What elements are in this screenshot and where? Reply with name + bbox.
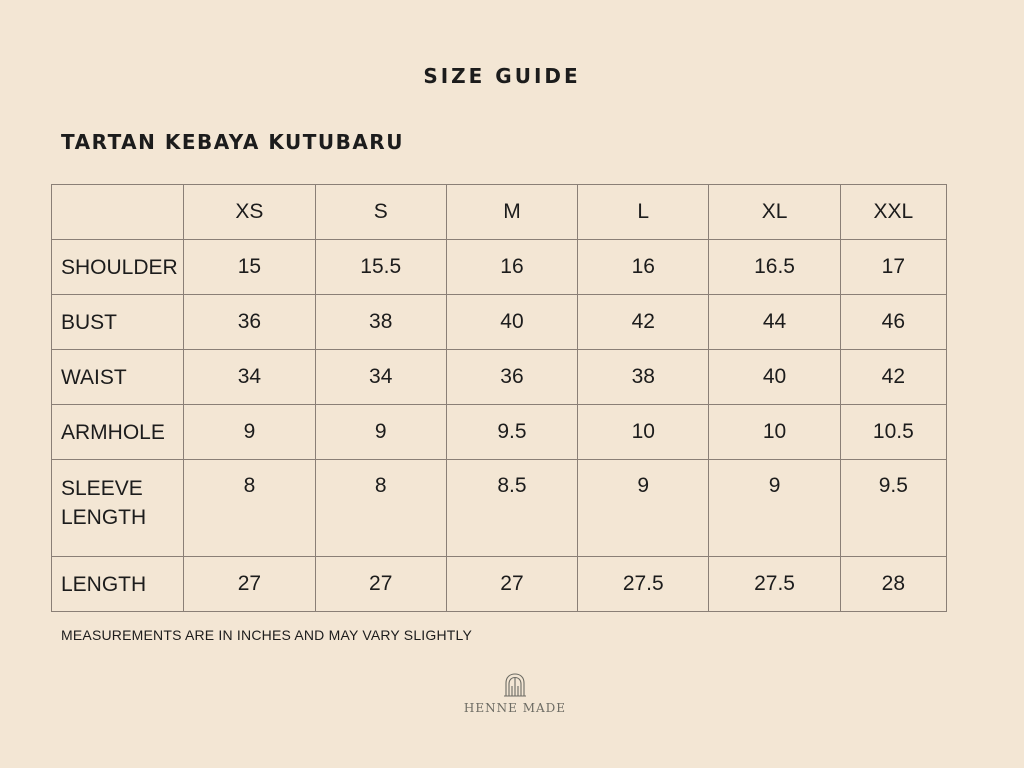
table-cell: 38	[315, 295, 446, 350]
table-cell: 17	[840, 240, 946, 295]
row-label: BUST	[52, 295, 184, 350]
willow-tree-logo-icon	[502, 672, 528, 698]
table-cell: 40	[446, 295, 577, 350]
size-header-xxl: XXL	[840, 185, 946, 240]
product-title: TARTAN KEBAYA KUTUBARU	[61, 130, 404, 154]
table-cell: 38	[578, 350, 709, 405]
table-cell: 15	[184, 240, 315, 295]
row-label: SLEEVE LENGTH	[52, 460, 184, 557]
table-cell: 28	[840, 557, 946, 612]
table-cell: 9	[315, 405, 446, 460]
size-header-row	[52, 185, 947, 240]
table-cell: 27.5	[578, 557, 709, 612]
table-cell: 42	[578, 295, 709, 350]
size-header-xl: XL	[709, 185, 840, 240]
table-cell: 9	[709, 460, 840, 557]
table-cell: 10.5	[840, 405, 946, 460]
table-cell: 16	[446, 240, 577, 295]
table-row-armhole	[52, 405, 947, 460]
table-cell: 36	[184, 295, 315, 350]
table-cell: 44	[709, 295, 840, 350]
table-row-length	[52, 557, 947, 612]
size-header-l: L	[578, 185, 709, 240]
brand-name: HENNE MADE	[463, 701, 567, 715]
row-label: LENGTH	[52, 557, 184, 612]
row-label: SHOULDER	[52, 240, 184, 295]
size-table	[51, 184, 947, 612]
table-cell: 27	[184, 557, 315, 612]
table-row-waist	[52, 350, 947, 405]
table-cell: 16.5	[709, 240, 840, 295]
table-cell: 34	[184, 350, 315, 405]
table-cell: 8	[315, 460, 446, 557]
table-cell: 42	[840, 350, 946, 405]
table-row-bust	[52, 295, 947, 350]
size-header-m: M	[446, 185, 577, 240]
table-cell: 10	[578, 405, 709, 460]
brand-logo	[440, 672, 590, 715]
page-title: SIZE GUIDE	[423, 64, 581, 88]
table-cell: 34	[315, 350, 446, 405]
table-cell: 9	[578, 460, 709, 557]
table-cell: 8.5	[446, 460, 577, 557]
table-cell: 9.5	[446, 405, 577, 460]
size-header-xs: XS	[184, 185, 315, 240]
table-cell: 36	[446, 350, 577, 405]
table-cell: 8	[184, 460, 315, 557]
table-cell: 27.5	[709, 557, 840, 612]
row-label: ARMHOLE	[52, 405, 184, 460]
table-row-sleeve-length	[52, 460, 947, 557]
table-cell: 27	[446, 557, 577, 612]
size-header-s: S	[315, 185, 446, 240]
table-cell: 10	[709, 405, 840, 460]
table-cell: 16	[578, 240, 709, 295]
table-cell: 27	[315, 557, 446, 612]
row-label: WAIST	[52, 350, 184, 405]
table-cell: 46	[840, 295, 946, 350]
measurement-note: MEASUREMENTS ARE IN INCHES AND MAY VARY SLIGHTLY	[61, 627, 473, 643]
corner-cell	[52, 185, 184, 240]
table-cell: 9.5	[840, 460, 946, 557]
table-cell: 40	[709, 350, 840, 405]
table-cell: 9	[184, 405, 315, 460]
table-row-shoulder	[52, 240, 947, 295]
table-cell: 15.5	[315, 240, 446, 295]
